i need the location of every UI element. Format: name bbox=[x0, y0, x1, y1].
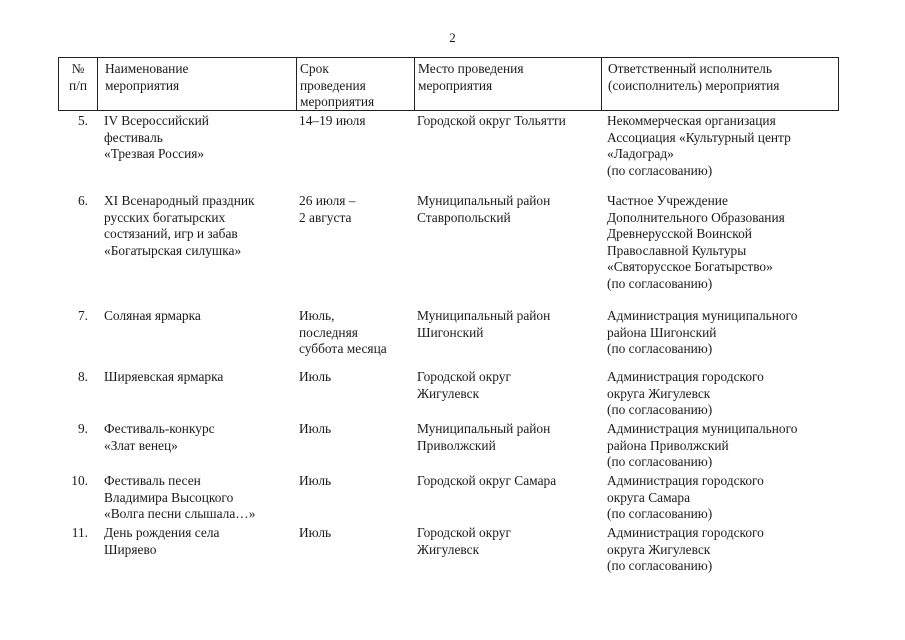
header-date: Срок проведения мероприятия bbox=[300, 61, 375, 110]
row-place: Городской округ Самара bbox=[417, 473, 557, 488]
row-responsible: Некоммерческая организация Ассоциация «Культурный центр «Ладоград» (по согласованию) bbox=[607, 113, 791, 178]
row-responsible: Администрация городского округа Жигулевск (по согласованию) bbox=[607, 369, 764, 418]
row-place: Муниципальный район Ставропольский bbox=[417, 193, 551, 225]
row-place: Городской округ Тольятти bbox=[417, 113, 566, 128]
row-name: Соляная ярмарка bbox=[104, 308, 201, 323]
page-number: 2 bbox=[449, 30, 456, 45]
row-responsible: Администрация городского округа Жигулевск (по согласованию) bbox=[607, 525, 764, 574]
row-date: Июль, последняя суббота месяца bbox=[299, 308, 387, 357]
row-place: Городской округ Жигулевск bbox=[417, 369, 511, 401]
row-name: Фестиваль песен Владимира Высоцкого «Волга песни слышала…» bbox=[104, 473, 256, 522]
row-num: 5. bbox=[77, 113, 88, 128]
row-date: 14–19 июля bbox=[299, 113, 366, 128]
row-date: Июль bbox=[299, 369, 332, 384]
row-num: 9. bbox=[77, 421, 88, 436]
row-name: IV Всероссийский фестиваль «Трезвая Россия» bbox=[104, 113, 209, 162]
header-place: Место проведения мероприятия bbox=[418, 61, 524, 93]
row-date: 26 июля – 2 августа bbox=[299, 193, 356, 225]
column-divider bbox=[97, 58, 98, 110]
row-responsible: Администрация муниципального района Приволжский (по согласованию) bbox=[607, 421, 798, 470]
header-name: Наименование мероприятия bbox=[105, 61, 189, 93]
row-name: Ширяевская ярмарка bbox=[104, 369, 224, 384]
table-header bbox=[58, 57, 839, 111]
row-responsible: Частное Учреждение Дополнительного Образования Древнерусской Воинской Православной Культуры «Святорусское Богатырство» (по согласованию) bbox=[607, 193, 785, 291]
row-num: 10. bbox=[71, 473, 88, 488]
row-name: Фестиваль-конкурс «Злат венец» bbox=[104, 421, 215, 453]
column-divider bbox=[296, 58, 297, 110]
row-name: XI Всенародный праздник русских богатырских состязаний, игр и забав «Богатырская силушка» bbox=[104, 193, 255, 258]
row-date: Июль bbox=[299, 421, 332, 436]
row-num: 8. bbox=[77, 369, 88, 384]
header-num: № п/п bbox=[68, 61, 88, 93]
row-name: День рождения села Ширяево bbox=[104, 525, 220, 557]
row-place: Городской округ Жигулевск bbox=[417, 525, 511, 557]
row-num: 6. bbox=[77, 193, 88, 208]
row-responsible: Администрация городского округа Самара (по согласованию) bbox=[607, 473, 764, 522]
row-place: Муниципальный район Шигонский bbox=[417, 308, 551, 340]
row-date: Июль bbox=[299, 525, 332, 540]
row-place: Муниципальный район Приволжский bbox=[417, 421, 551, 453]
row-responsible: Администрация муниципального района Шигонский (по согласованию) bbox=[607, 308, 798, 357]
row-num: 7. bbox=[77, 308, 88, 323]
row-num: 11. bbox=[71, 525, 88, 540]
row-date: Июль bbox=[299, 473, 332, 488]
header-responsible: Ответственный исполнитель (соисполнитель) мероприятия bbox=[608, 61, 780, 93]
